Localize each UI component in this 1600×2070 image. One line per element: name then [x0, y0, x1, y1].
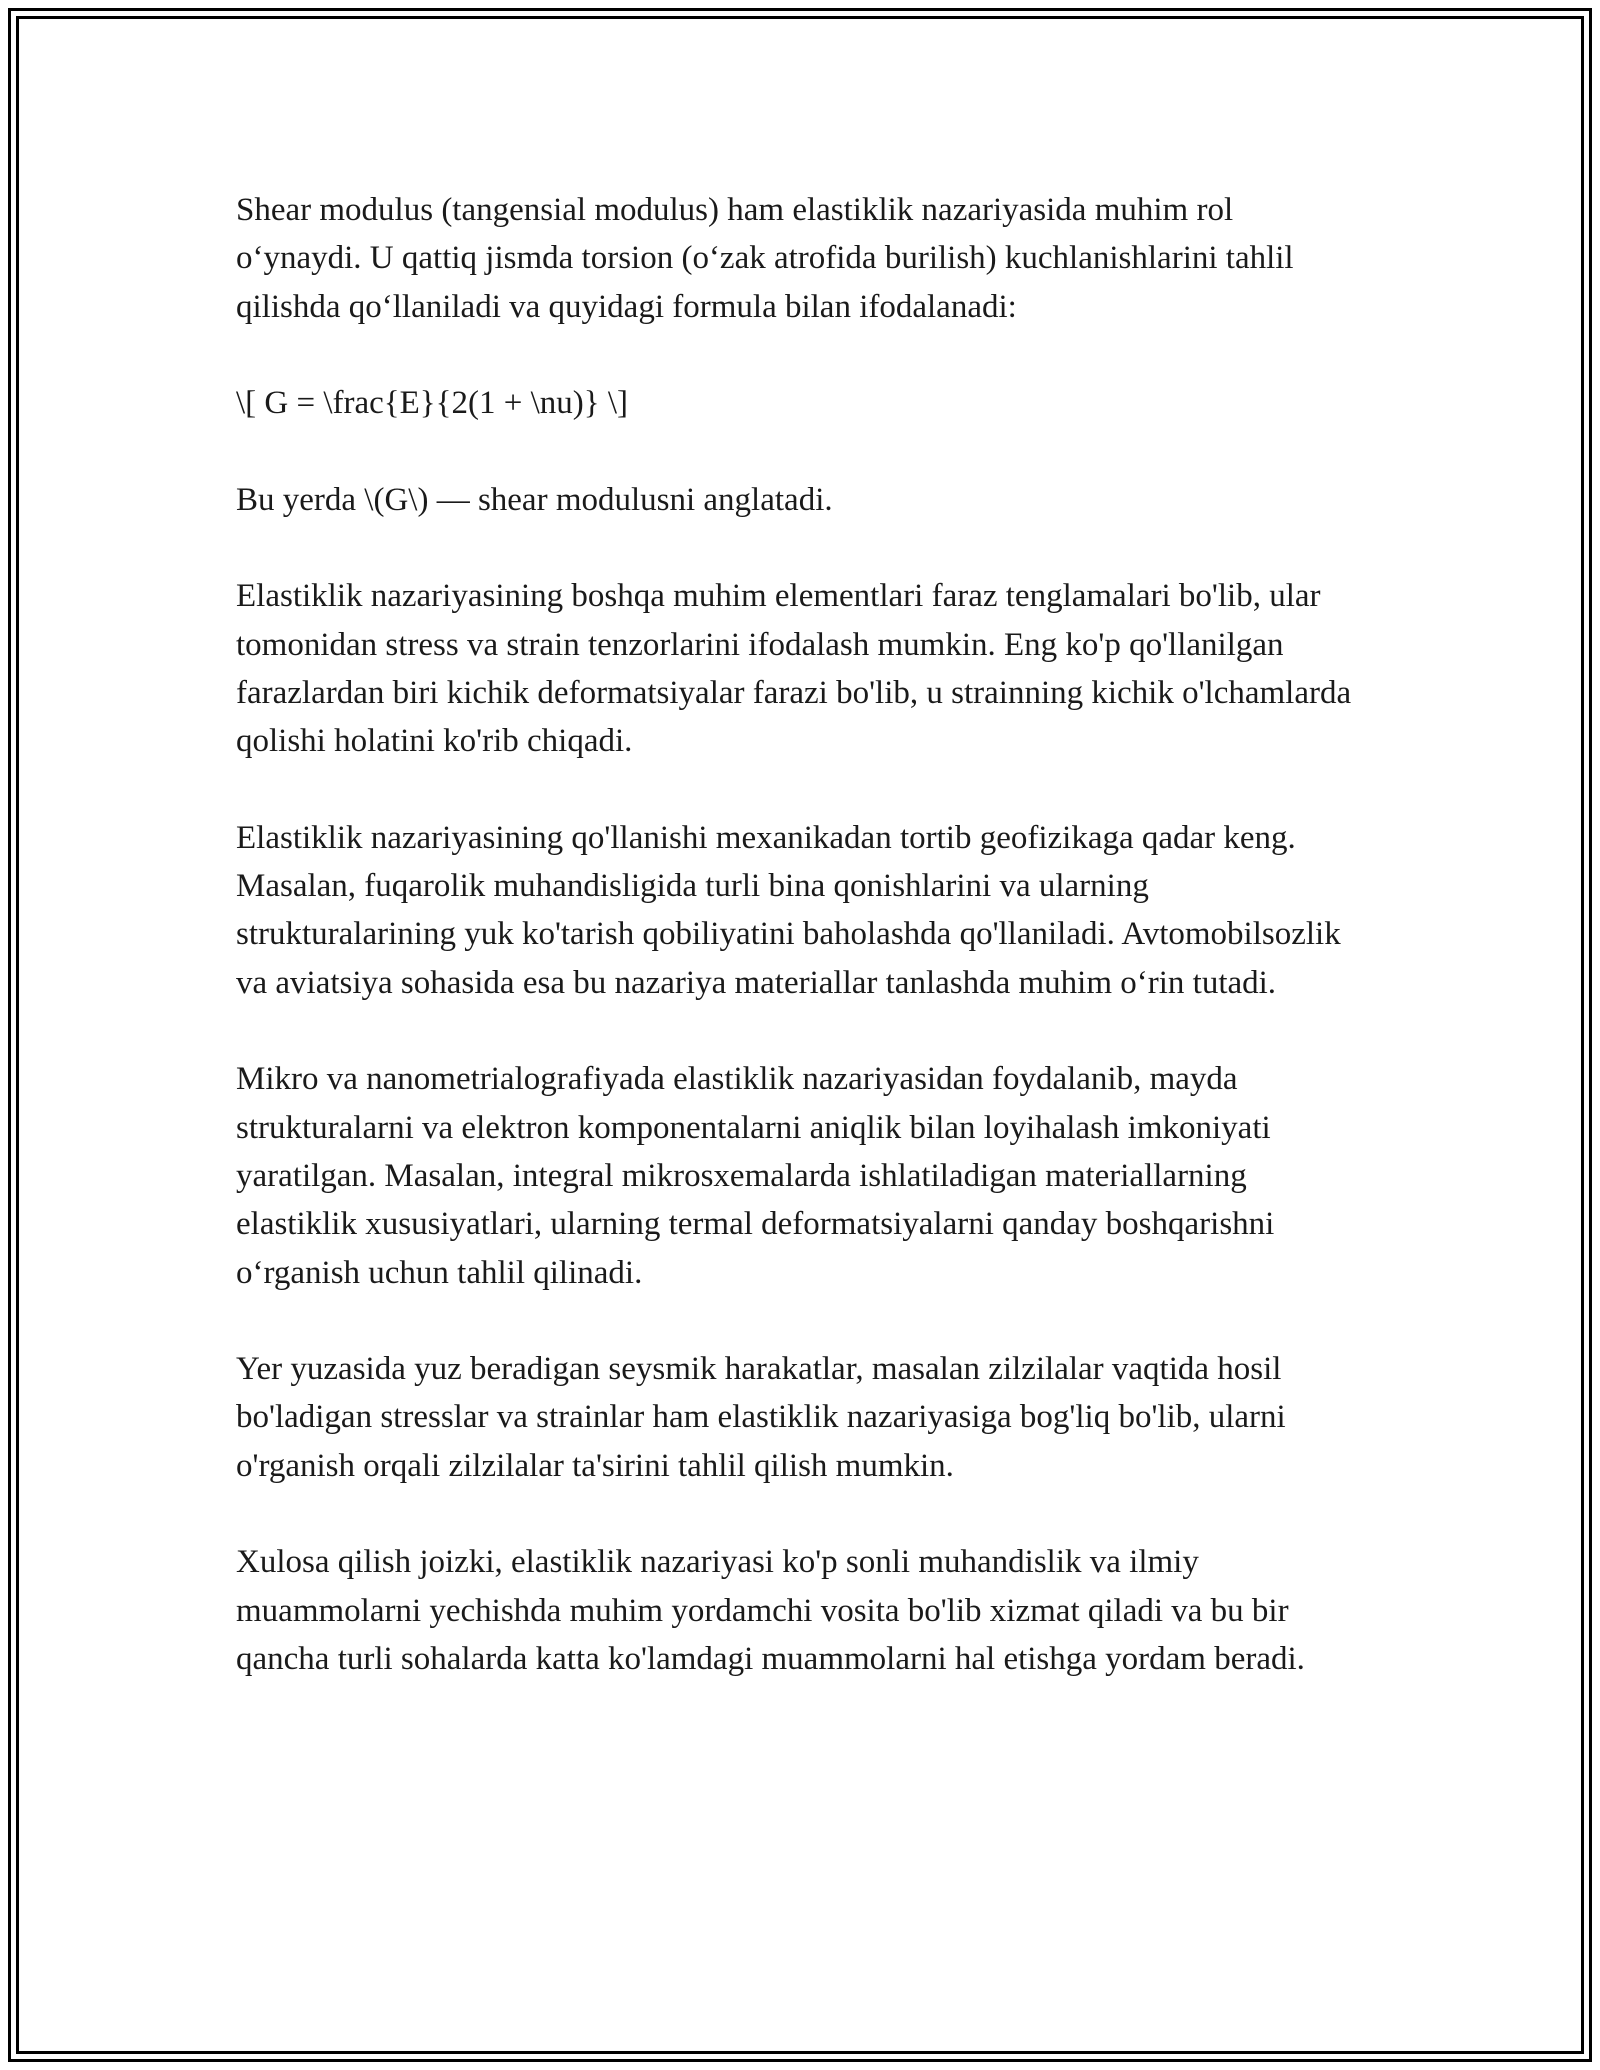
paragraph-applications: Elastiklik nazariyasining qo'llanishi mexanikadan tortib geofizikaga qadar keng. Masalan, fuqarolik muhandisligida turli bina qonishlarini va ularning strukturalarining yuk ko'tarish qobiliyatini baholashda qo'llaniladi. Avtomobilsozlik va aviatsiya sohasida esa bu nazariya materiallar tanlashda muhim o‘rin tutadi.: [236, 819, 1341, 1001]
formula-shear-modulus: \[ G = \frac{E}{2(1 + \nu)} \]: [236, 385, 628, 422]
paragraph-seismic: Yer yuzasida yuz beradigan seysmik harakatlar, masalan zilzilalar vaqtida hosil bo'ladigan stresslar va strainlar ham elastiklik nazariyasiga bog'liq bo'lib, ularni o'rganish orqali zilzilalar ta'sirini tahlil qilish mumkin.: [236, 1351, 1286, 1484]
paragraph-shear-modulus: Shear modulus (tangensial modulus) ham elastiklik nazariyasida muhim rol o‘ynaydi. U qattiq jismda torsion (o‘zak atrofida burilish) kuchlanishlarini tahlil qilishda qo‘llaniladi va quyidagi formula bilan ifodalanadi:: [236, 192, 1294, 325]
paragraph-hypotheses: Elastiklik nazariyasining boshqa muhim elementlari faraz tenglamalari bo'lib, ular tomonidan stress va strain tenzorlarini ifodalash mumkin. Eng ko'p qo'llanilgan farazlardan biri kichik deformatsiyalar farazi bo'lib, u strainning kichik o'lchamlarda qolishi holatini ko'rib chiqadi.: [236, 578, 1352, 760]
paragraph-micro-nano: Mikro va nanometrialografiyada elastiklik nazariyasidan foydalanib, mayda strukturalarni va elektron komponentalarni aniqlik bilan loyihalash imkoniyati yaratilgan. Masalan, integral mikrosxemalarda ishlatiladigan materiallarning elastiklik xususiyatlari, ularning termal deformatsiyalarni qanday boshqarishni o‘rganish uchun tahlil qilinadi.: [236, 1061, 1275, 1291]
paragraph-formula-explanation: Bu yerda \(G\) — shear modulusni anglatadi.: [236, 481, 833, 518]
document-body: [236, 186, 1366, 1732]
paragraph-conclusion: Xulosa qilish joizki, elastiklik nazariyasi ko'p sonli muhandislik va ilmiy muammolarni yechishda muhim yordamchi vosita bo'lib xizmat qiladi va bu bir qancha turli sohalarda katta ko'lamdagi muammolarni hal etishga yordam beradi.: [236, 1544, 1305, 1677]
